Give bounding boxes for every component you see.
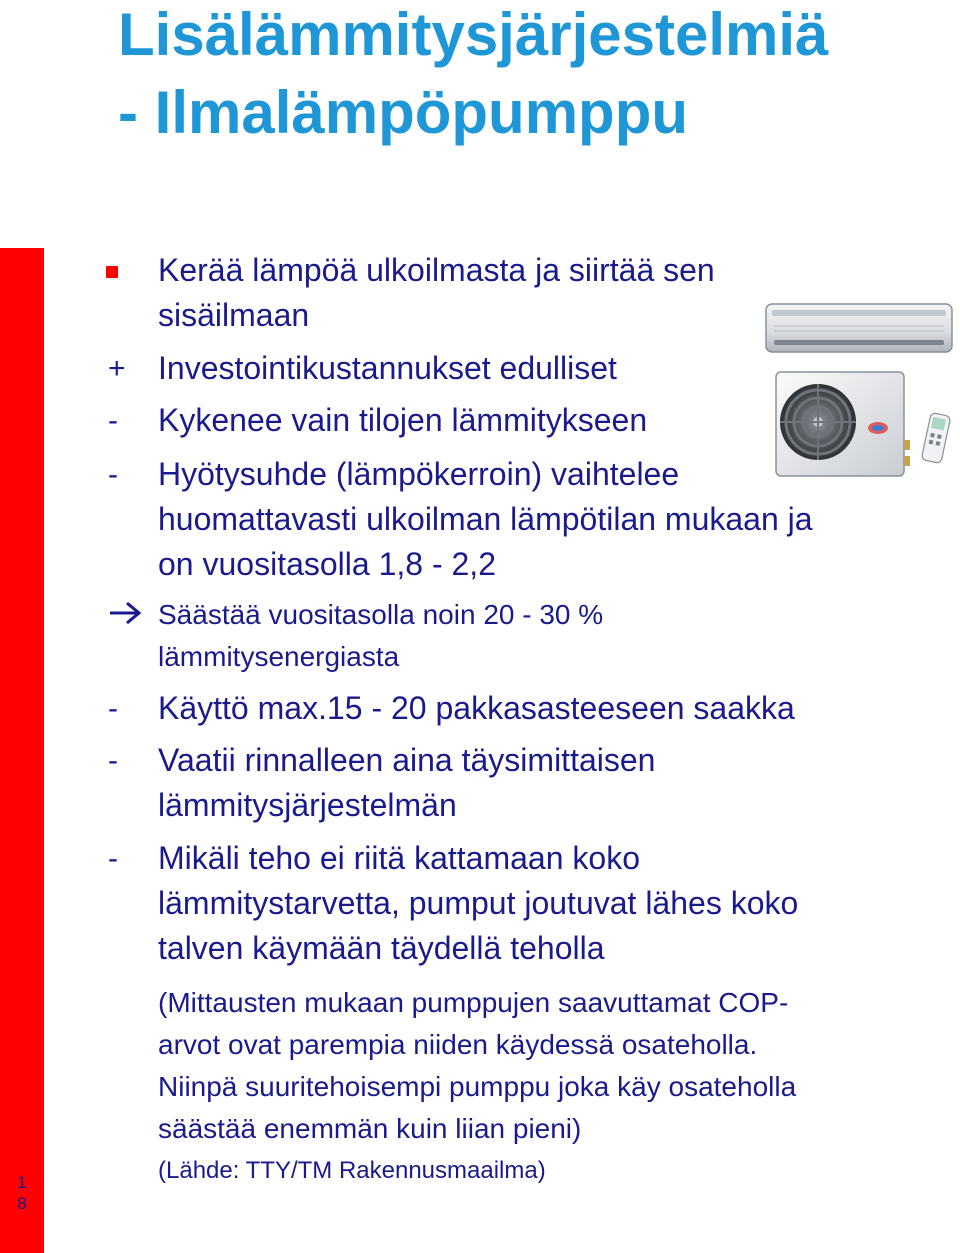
text-line: on vuositasolla 1,8 - 2,2 <box>158 546 496 582</box>
text-line: Investointikustannukset edulliset <box>158 350 617 386</box>
accent-bar <box>0 248 44 1253</box>
indoor-unit-icon <box>766 304 952 352</box>
air-heat-pump-illustration <box>762 300 958 490</box>
text-line: Kykenee vain tilojen lämmitykseen <box>158 402 648 438</box>
text-line: lämmitystarvetta, pumput joutuvat lähes koko <box>158 885 799 921</box>
bullet-text <box>158 738 938 828</box>
text-line: Vaatii rinnalleen aina täysimittaisen <box>158 742 656 778</box>
text-line: arvot ovat parempia niiden käydessä osateholla. <box>158 1029 758 1060</box>
text-line: lämmitysenergiasta <box>158 641 400 672</box>
text-line: Kerää lämpöä ulkoilmasta ja siirtää sen <box>158 252 715 288</box>
source-citation: (Lähde: TTY/TM Rakennusmaailma) <box>158 1157 546 1184</box>
text-line: Niinpä suuritehoisempi pumppu joka käy osateholla <box>158 1071 797 1102</box>
square-bullet-icon <box>106 266 118 278</box>
text-line: (Mittausten mukaan pumppujen saavuttamat COP- <box>158 987 789 1018</box>
dash-marker: - <box>108 842 118 875</box>
text-line: Hyötysuhde (lämpökerroin) vaihtelee <box>158 456 680 492</box>
bullet-text <box>158 594 938 678</box>
text-line: lämmitysjärjestelmän <box>158 787 457 823</box>
outdoor-unit-icon <box>776 372 910 476</box>
text-line: Käyttö max.15 - 20 pakkasasteeseen saakka <box>158 690 795 726</box>
dash-marker: - <box>108 692 118 725</box>
slide-title <box>118 0 828 152</box>
arrow-icon <box>108 594 142 639</box>
bullet-text <box>158 836 938 971</box>
text-line: talven käymään täydellä teholla <box>158 930 605 966</box>
plus-marker: + <box>108 352 126 385</box>
bullet-text <box>158 686 938 731</box>
remote-control-icon <box>921 412 951 463</box>
text-line: säästää enemmän kuin liian pieni) <box>158 1113 582 1144</box>
slide-number <box>10 1172 34 1214</box>
text-line: Mikäli teho ei riitä kattamaan koko <box>158 840 640 876</box>
note-text <box>158 982 938 1150</box>
title-line-1: Lisälämmitysjärjestelmiä <box>118 1 829 68</box>
dash-marker: - <box>108 458 118 491</box>
dash-marker: - <box>108 404 118 437</box>
slide-number-digit: 1 <box>17 1173 27 1192</box>
slide-number-digit: 8 <box>17 1194 27 1213</box>
text-line: huomattavasti ulkoilman lämpötilan mukaan ja <box>158 501 813 537</box>
text-line: sisäilmaan <box>158 297 310 333</box>
text-line: Säästää vuositasolla noin 20 - 30 % <box>158 599 604 630</box>
title-line-2: - Ilmalämpöpumppu <box>118 79 688 146</box>
dash-marker: - <box>108 744 118 777</box>
